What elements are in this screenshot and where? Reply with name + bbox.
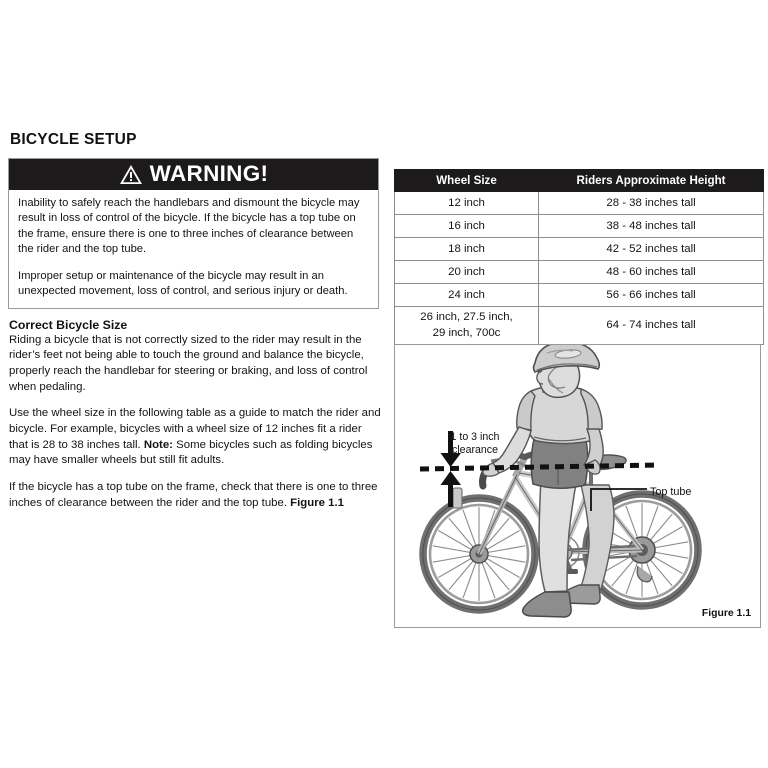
left-column <box>8 131 380 511</box>
cell-wheel-size: 16 inch <box>395 215 539 238</box>
clearance-label <box>427 431 523 457</box>
section-paragraph-2-part-1: Use the wheel size in the following table as a guide to match the rider and bicycle. For example, bicycles with a wheel size of 12 inches fit a rider that is 28 to 38 inches tall. <box>9 407 381 451</box>
warning-paragraph-1: Inability to safely reach the handlebars and dismount the bicycle may result in loss of control of the bicycle. If the bicycle has a top tube on the frame, ensure there is one to three inches of clearance between the rider and the top tube. <box>18 197 360 256</box>
section-paragraph-3 <box>9 480 381 511</box>
figure-box <box>394 344 761 628</box>
cell-wheel-size: 12 inch <box>395 192 539 215</box>
table-header-rider-height: Riders Approximate Height <box>539 170 764 192</box>
cell-wheel-size: 24 inch <box>395 284 539 307</box>
table-row <box>395 192 764 215</box>
table-body <box>395 192 764 345</box>
section-paragraph-1: Riding a bicycle that is not correctly sized to the rider may result in the rider’s feet not being able to touch the ground and balance the bicycle, properly reach the handlebar for steering or braking, and loss of control when pedaling. <box>9 333 368 393</box>
top-tube-label: Top tube <box>650 486 692 498</box>
figure-caption: Figure 1.1 <box>701 608 751 619</box>
table-header-row <box>395 170 764 192</box>
warning-header <box>9 159 378 190</box>
table-row <box>395 261 764 284</box>
clearance-label-line-1: 1 to 3 inch <box>450 431 500 443</box>
wheel-size-table <box>394 169 764 345</box>
cell-wheel-size-line-2: 29 inch, 700c <box>432 326 501 339</box>
page-title: BICYCLE SETUP <box>10 131 137 148</box>
table-row <box>395 215 764 238</box>
warning-heading: WARNING! <box>149 161 269 187</box>
cell-rider-height: 28 - 38 inches tall <box>539 192 764 215</box>
section-paragraph-2 <box>9 406 381 469</box>
cell-wheel-size: 18 inch <box>395 238 539 261</box>
cell-wheel-size: 20 inch <box>395 261 539 284</box>
table-row <box>395 307 764 345</box>
warning-box <box>8 158 379 309</box>
rider-figure <box>483 345 614 617</box>
cell-rider-height: 56 - 66 inches tall <box>539 284 764 307</box>
cell-rider-height: 64 - 74 inches tall <box>539 307 764 345</box>
rider-standing-over-bicycle-illustration <box>395 345 760 627</box>
table-row <box>395 284 764 307</box>
section-paragraph-2-note-label: Note: <box>143 438 173 451</box>
cell-wheel-size-line-1: 26 inch, 27.5 inch, <box>420 311 513 324</box>
clearance-label-line-2: clearance <box>452 443 498 456</box>
table-header-row-group <box>395 170 764 192</box>
table-row <box>395 238 764 261</box>
section-paragraph-3-figure-reference: Figure 1.1 <box>290 496 344 509</box>
cell-rider-height: 42 - 52 inches tall <box>539 238 764 261</box>
warning-triangle-icon <box>119 164 143 185</box>
cell-rider-height: 38 - 48 inches tall <box>539 215 764 238</box>
warning-paragraph-2: Improper setup or maintenance of the bicycle may result in an unexpected movement, loss of control, and serious injury or death. <box>18 269 348 298</box>
section-paragraph-3-part-1: If the bicycle has a top tube on the frame, check that there is one to three inches of clearance between the rider and the top tube. <box>9 481 378 509</box>
section-paragraph-2-part-2: Some bicycles such as folding bicycles may have smaller wheels but still fit adults. <box>9 438 373 467</box>
warning-body <box>9 190 378 308</box>
table-header-wheel-size: Wheel Size <box>395 170 539 192</box>
section-heading: Correct Bicycle Size <box>9 317 128 332</box>
cell-wheel-size <box>395 307 539 345</box>
cell-rider-height: 48 - 60 inches tall <box>539 261 764 284</box>
